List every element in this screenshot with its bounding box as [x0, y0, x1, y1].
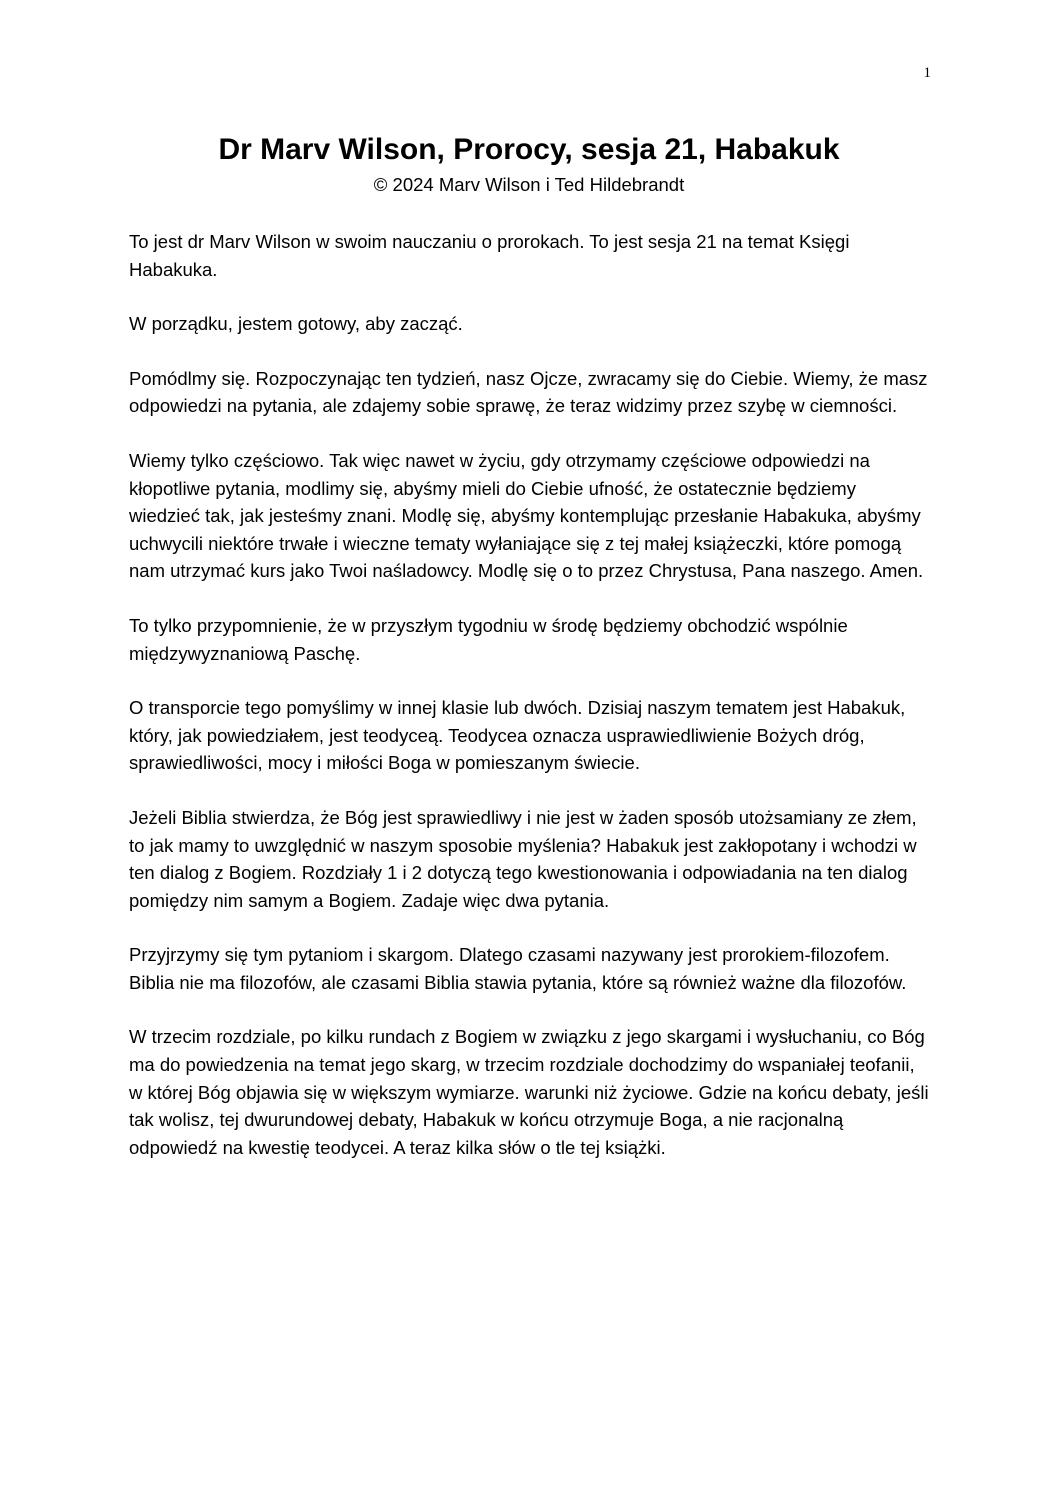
copyright-line: © 2024 Marv Wilson i Ted Hildebrandt	[373, 174, 685, 195]
paragraph: To tylko przypomnienie, że w przyszłym tygodniu w środę będziemy obchodzić wspólnie międzywyznaniową Paschę.	[129, 614, 848, 664]
paragraph: Jeżeli Biblia stwierdza, że Bóg jest sprawiedliwy i nie jest w żaden sposób utożsamiany ze złem, to jak mamy to uwzględnić w naszym sposobie myślenia? Habakuk jest zakłopotany i wchodzi w ten dialog z Bogiem. Rozdziały 1 i 2 dotyczą tego kwestionowania i odpowiadania na ten dialog pomiędzy nim samym a Bogiem. Zadaje więc dwa pytania.	[129, 806, 917, 911]
paragraph: To jest dr Marv Wilson w swoim nauczaniu o prorokach. To jest sesja 21 na temat Księgi Habakuka.	[129, 231, 850, 280]
paragraph: W porządku, jestem gotowy, aby zacząć.	[129, 313, 463, 335]
document-body	[129, 228, 929, 1188]
document-title: Dr Marv Wilson, Prorocy, sesja 21, Habakuk	[218, 133, 840, 166]
paragraph: Przyjrzymy się tym pytaniom i skargom. Dlatego czasami nazywany jest prorokiem-filozofem. Biblia nie ma filozofów, ale czasami Biblia stawia pytania, które są również ważne dla filozofów.	[129, 944, 907, 993]
paragraph: Pomódlmy się. Rozpoczynając ten tydzień, nasz Ojcze, zwracamy się do Ciebie. Wiemy, że masz odpowiedzi na pytania, ale zdajemy sobie sprawę, że teraz widzimy przez szybę w ciemności.	[129, 367, 928, 417]
page-number: 1	[923, 65, 931, 81]
paragraph: Wiemy tylko częściowo. Tak więc nawet w życiu, gdy otrzymamy częściowe odpowiedzi na kłopotliwe pytania, modlimy się, abyśmy mieli do Ciebie ufność, że ostatecznie będziemy wiedzieć tak, jak jesteśmy znani. Modlę się, abyśmy kontemplując przesłanie Habakuka, abyśmy uchwycili niektóre trwałe i wieczne tematy wyłaniające się z tej małej książeczki, które pomogą nam utrzymać kurs jako Twoi naśladowcy. Modlę się o to przez Chrystusa, Pana naszego. Amen.	[129, 449, 924, 582]
paragraph: O transporcie tego pomyślimy w innej klasie lub dwóch. Dzisiaj naszym tematem jest Habakuk, który, jak powiedziałem, jest teodyceą. Teodycea oznacza usprawiedliwienie Bożych dróg, sprawiedliwości, mocy i miłości Boga w pomieszanym świecie.	[129, 697, 906, 774]
paragraph: W trzecim rozdziale, po kilku rundach z Bogiem w związku z jego skargami i wysłuchaniu, co Bóg ma do powiedzenia na temat jego skarg, w trzecim rozdziale dochodzimy do wspaniałej teofanii, w której Bóg objawia się w większym wymiarze. warunki niż życiowe. Gdzie na końcu debaty, jeśli tak wolisz, tej dwurundowej debaty, Habakuk w końcu otrzymuje Boga, a nie racjonalną odpowiedź na kwestię teodycei. A teraz kilka słów o tle tej książki.	[129, 1026, 929, 1158]
